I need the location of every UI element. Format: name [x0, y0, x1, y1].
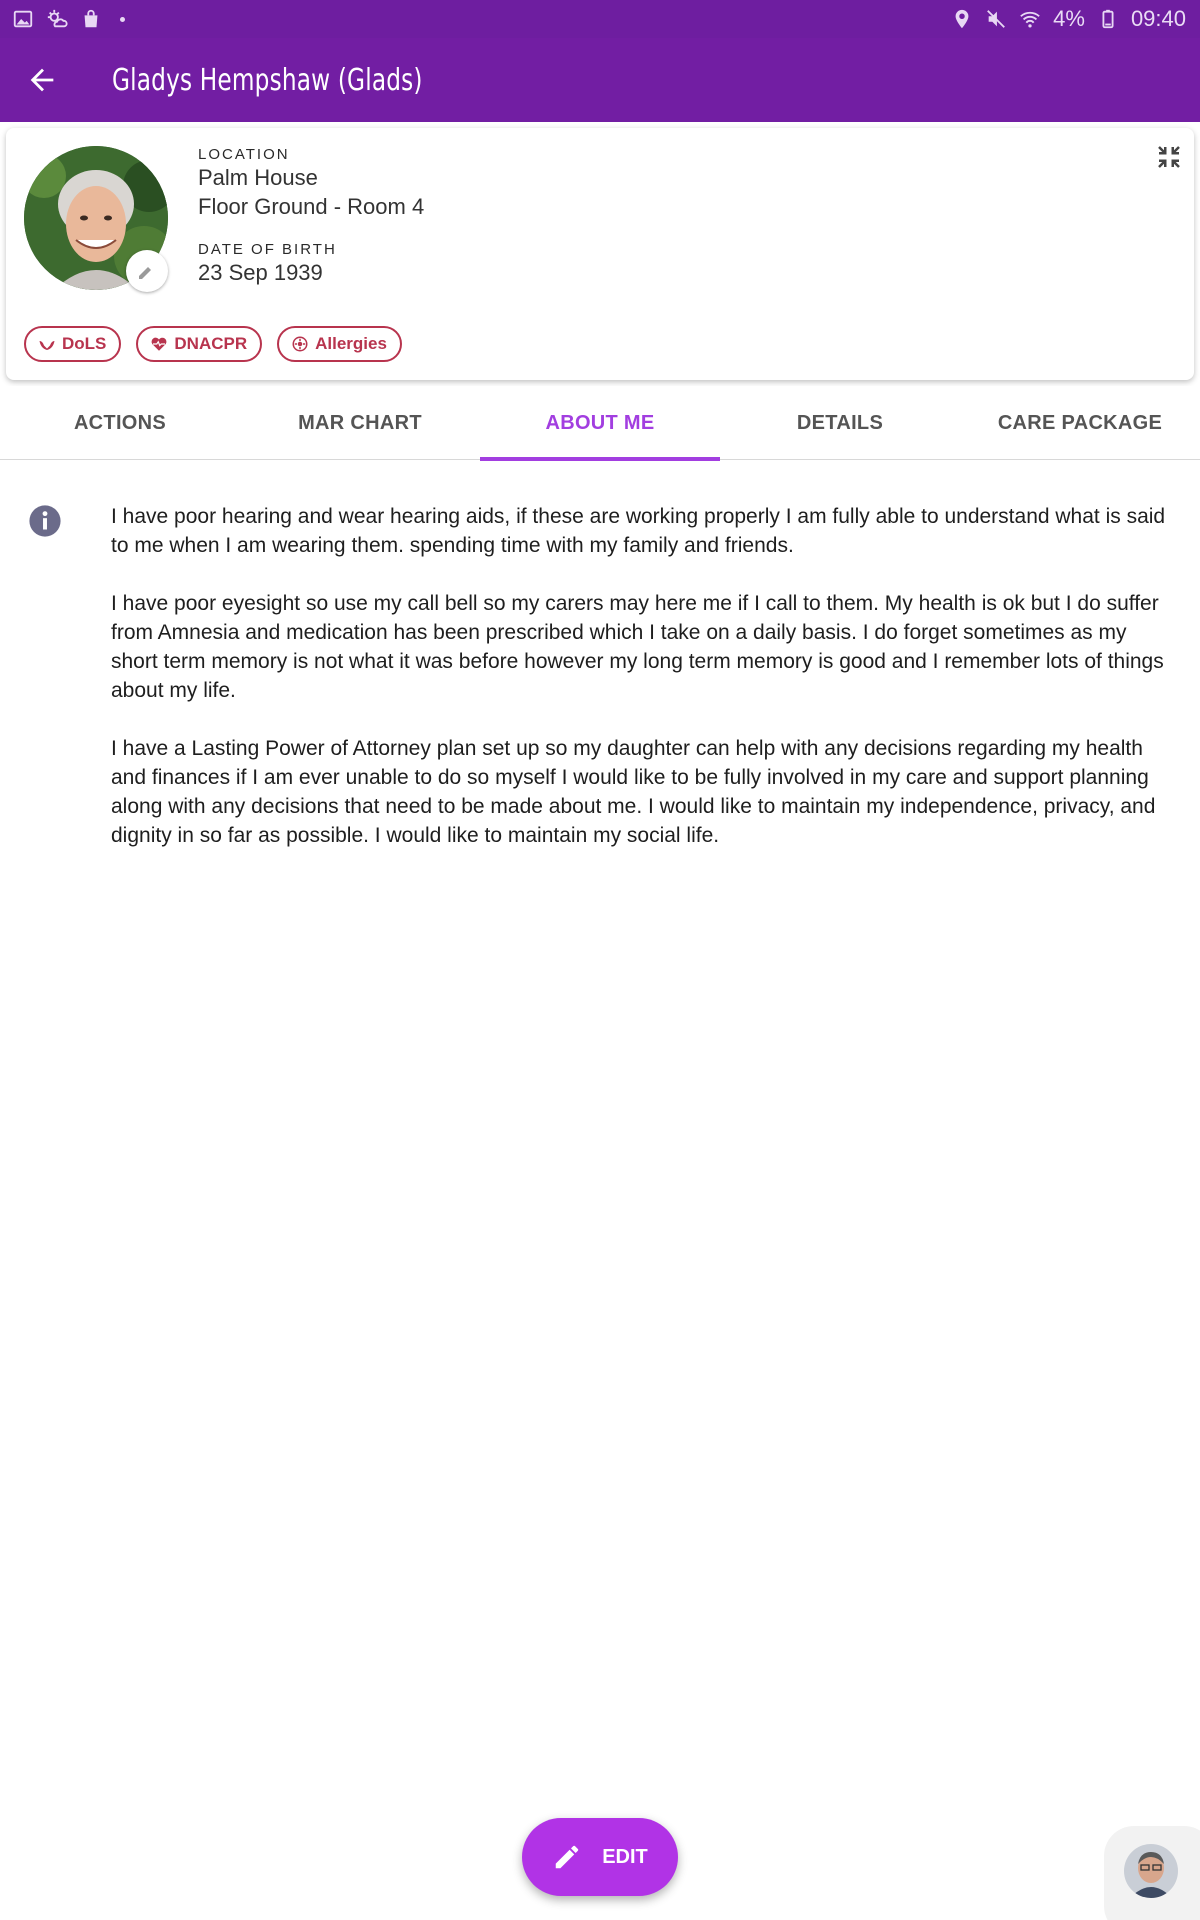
battery-percent: 4% [1053, 6, 1085, 31]
gallery-icon [12, 8, 34, 30]
chip-label: DoLS [62, 334, 107, 353]
battery-icon [1097, 8, 1119, 30]
status-right-icons [951, 6, 1186, 32]
location-room: Floor Ground - Room 4 [198, 194, 425, 219]
back-button[interactable] [0, 38, 84, 122]
about-paragraph-1: I have poor hearing and wear hearing aids, if these are working properly I am fully able to understand what is said to me when I am wearing them. spending time with my family and friends. [111, 505, 1166, 557]
allergy-icon [291, 335, 309, 353]
location-icon [951, 8, 973, 30]
location-building: Palm House [198, 165, 318, 190]
current-user-chip[interactable] [1104, 1826, 1200, 1920]
arrow-back-icon [25, 63, 59, 97]
alert-chips [24, 326, 402, 362]
page-title: Gladys Hempshaw (Glads) [112, 62, 423, 98]
heart-icon [150, 335, 168, 353]
dob-label: DATE OF BIRTH [198, 241, 337, 258]
chip-allergies[interactable] [277, 326, 402, 362]
location-label: LOCATION [198, 146, 290, 163]
dot-icon [120, 17, 125, 22]
pencil-icon [552, 1842, 582, 1872]
tab-actions[interactable]: ACTIONS [73, 411, 167, 434]
resident-header-card [6, 128, 1194, 380]
tab-bar [0, 386, 1200, 460]
tab-care-package[interactable]: CARE PACKAGE [997, 411, 1163, 434]
chip-dols[interactable] [24, 326, 121, 362]
tab-mar-chart[interactable]: MAR CHART [298, 411, 422, 434]
avatar-edit-badge[interactable] [126, 250, 168, 292]
app-bar [0, 38, 1200, 122]
chip-label: DNACPR [174, 334, 248, 353]
edit-button[interactable] [522, 1818, 678, 1896]
collapse-button[interactable] [1154, 142, 1184, 172]
chip-dnacpr[interactable] [136, 326, 262, 362]
mute-icon [985, 8, 1007, 30]
weather-icon [46, 8, 68, 30]
tab-details[interactable]: DETAILS [796, 411, 884, 434]
chip-label: Allergies [315, 334, 387, 353]
info-icon [28, 504, 62, 538]
status-bar [0, 0, 1200, 38]
about-me-text [111, 502, 1176, 879]
user-avatar [1124, 1844, 1178, 1898]
dob-value: 23 Sep 1939 [198, 260, 323, 285]
edit-small-icon [135, 259, 159, 283]
clock: 09:40 [1130, 6, 1186, 31]
edit-label: EDIT [602, 1845, 648, 1868]
bag-icon [80, 8, 102, 30]
about-paragraph-2: I have poor eyesight so use my call bell so my carers may here me if I call to them. My health is ok but I do suffer from Amnesia and medication has been prescribed which I take on a daily basis. I do forget sometimes as my short term memory is not what it was before however my long term memory is good and I remember lots of things about my life. [111, 592, 1164, 702]
status-left-icons [12, 8, 125, 30]
about-paragraph-3: I have a Lasting Power of Attorney plan set up so my daughter can help with any decisions regarding my health and finances if I am ever unable to do so myself I would like to be fully involved in my care and support planning along with any decisions that need to be made about me. I would like to maintain my independence, privacy, and dignity in so far as possible. I would like to maintain my social life. [111, 737, 1156, 847]
wifi-icon [1019, 8, 1041, 30]
resident-info [198, 146, 424, 287]
collapse-icon [1154, 142, 1184, 172]
dols-icon [38, 335, 56, 353]
tab-about-me[interactable]: ABOUT ME [480, 386, 720, 460]
